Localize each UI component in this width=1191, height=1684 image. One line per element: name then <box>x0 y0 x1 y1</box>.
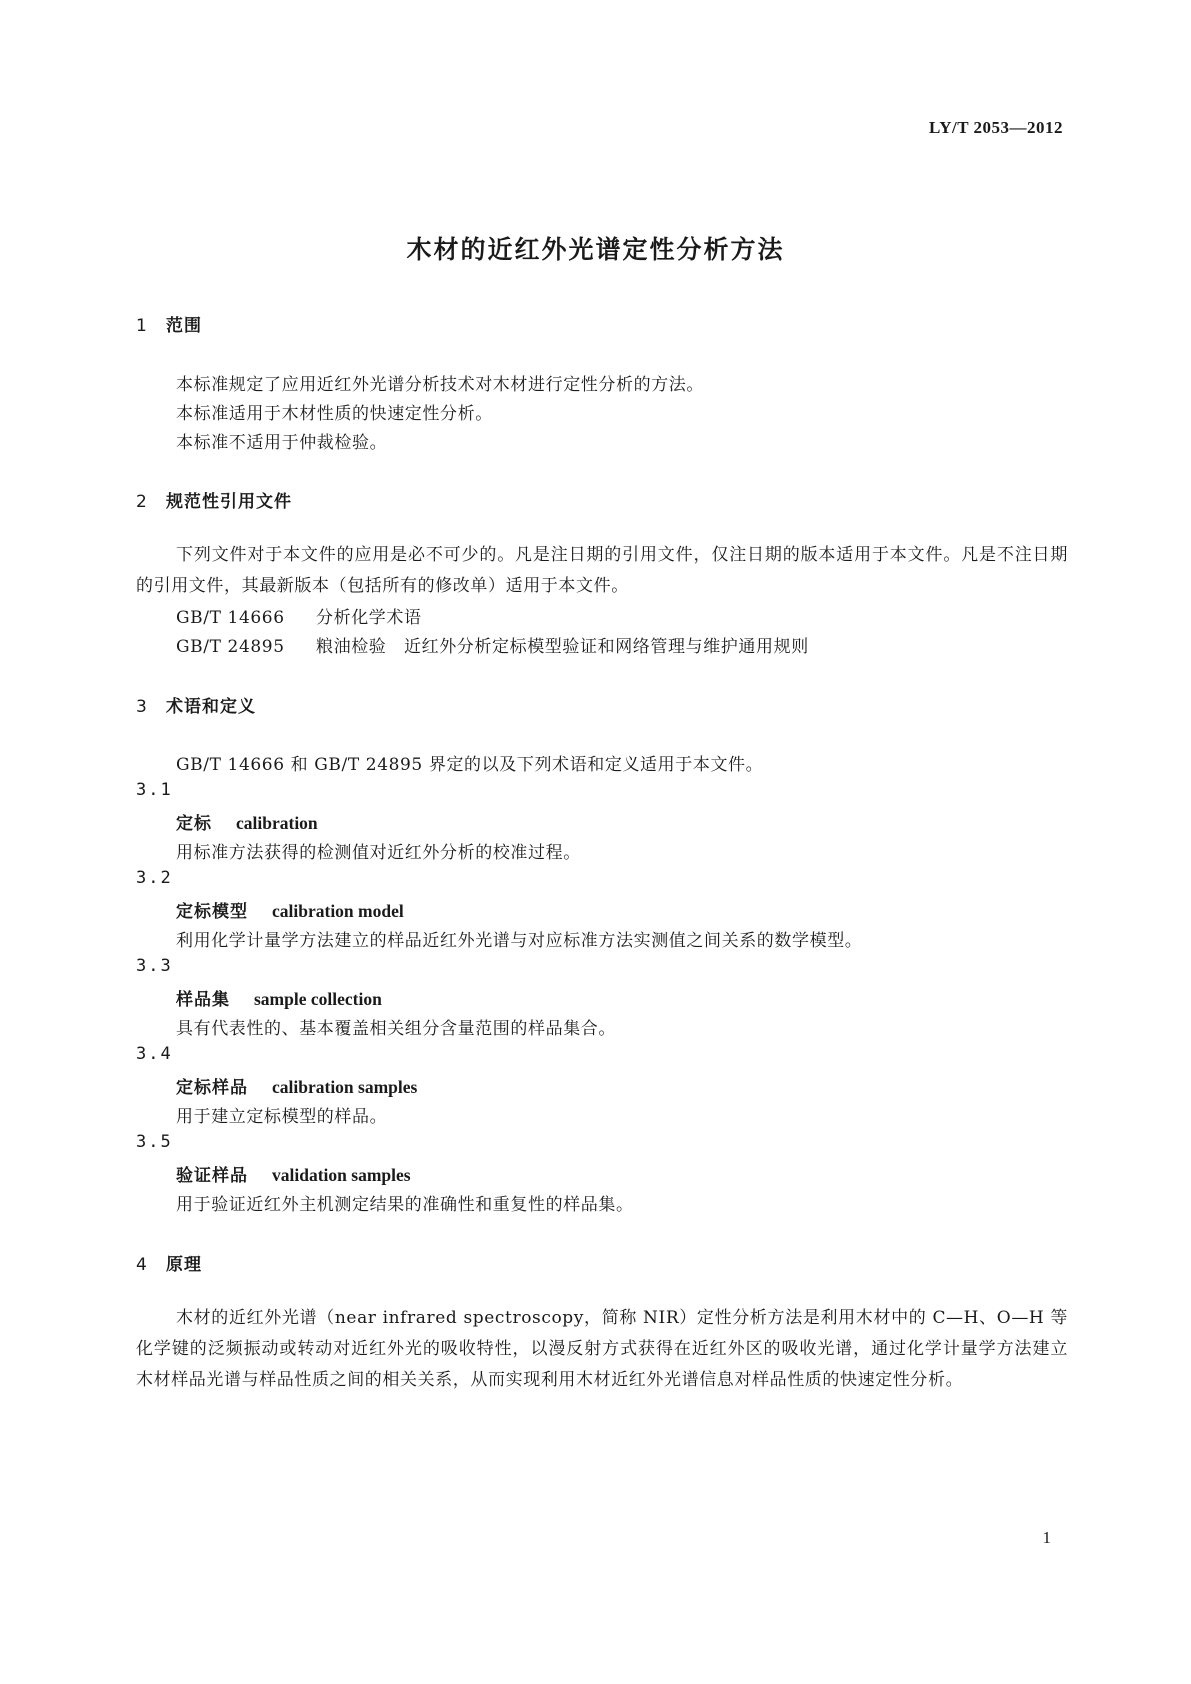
scope-line-3: 本标准不适用于仲裁检验。 <box>176 433 388 453</box>
reference-title: 粮油检验 近红外分析定标模型验证和网络管理与维护通用规则 <box>316 637 809 657</box>
reference-item <box>176 603 422 628</box>
term-chinese: 验证样品 <box>176 1166 248 1186</box>
term-definition: 具有代表性的、基本覆盖相关组分含量范围的样品集合。 <box>176 1019 616 1039</box>
term-definition: 用标准方法获得的检测值对近红外分析的校准过程。 <box>176 843 581 863</box>
term-number: 3.2 <box>136 868 173 888</box>
section-4-heading <box>136 1250 202 1275</box>
term-english: calibration <box>236 813 318 833</box>
reference-code: GB/T 24895 <box>176 637 285 657</box>
reference-code: GB/T 14666 <box>176 608 285 628</box>
term-entry <box>176 897 404 922</box>
section-number: 3 <box>136 697 148 717</box>
section-1-heading <box>136 311 202 336</box>
standard-code: LY/T 2053—2012 <box>928 118 1063 137</box>
term-definition: 用于验证近红外主机测定结果的准确性和重复性的样品集。 <box>176 1195 634 1215</box>
section-title: 规范性引用文件 <box>166 492 292 512</box>
term-entry <box>176 1073 417 1098</box>
term-english: validation samples <box>272 1165 411 1185</box>
term-chinese: 定标 <box>176 814 212 834</box>
term-entry <box>176 809 318 834</box>
term-number: 3.4 <box>136 1044 173 1064</box>
reference-item <box>176 632 809 657</box>
paragraph-text: 木材的近红外光谱（near infrared spectroscopy，简称 NIR）定性分析方法是利用木材中的 C—H、O—H 等化学键的泛频振动或转动对近红外光的吸收特性，以漫反射方式获得在近红外区的吸收光谱，通过化学计量学方法建立木材样品光谱与样品性质之间的相关关系，从而实现利用木材近红外光谱信息对样品性质的快速定性分析。 <box>136 1308 1068 1390</box>
term-entry <box>176 985 382 1010</box>
section-number: 1 <box>136 316 148 336</box>
term-english: sample collection <box>254 989 382 1009</box>
document-title: 木材的近红外光谱定性分析方法 <box>406 235 785 264</box>
term-definition: 用于建立定标模型的样品。 <box>176 1107 388 1127</box>
term-definition: 利用化学计量学方法建立的样品近红外光谱与对应标准方法实测值之间关系的数学模型。 <box>176 931 863 951</box>
term-chinese: 定标模型 <box>176 902 248 922</box>
section-title: 范围 <box>166 316 202 336</box>
term-number: 3.1 <box>136 780 173 800</box>
paragraph-text: 下列文件对于本文件的应用是必不可少的。凡是注日期的引用文件，仅注日期的版本适用于本文件。凡是不注日期的引用文件，其最新版本（包括所有的修改单）适用于本文件。 <box>136 545 1068 596</box>
term-chinese: 定标样品 <box>176 1078 248 1098</box>
term-english: calibration samples <box>272 1077 418 1097</box>
section-title: 原理 <box>166 1255 202 1275</box>
term-number: 3.5 <box>136 1132 173 1152</box>
section-number: 2 <box>136 492 148 512</box>
section-3-heading <box>136 692 256 717</box>
page-number: 1 <box>1042 1528 1051 1547</box>
principle-paragraph <box>136 1303 1068 1396</box>
reference-title: 分析化学术语 <box>316 608 422 628</box>
terms-intro: GB/T 14666 和 GB/T 24895 界定的以及下列术语和定义适用于本文件。 <box>176 755 764 775</box>
term-chinese: 样品集 <box>176 990 230 1010</box>
term-english: calibration model <box>272 901 404 921</box>
normative-references-intro <box>136 540 1068 602</box>
section-title: 术语和定义 <box>166 697 256 717</box>
term-number: 3.3 <box>136 956 173 976</box>
term-entry <box>176 1161 411 1186</box>
scope-line-1: 本标准规定了应用近红外光谱分析技术对木材进行定性分析的方法。 <box>176 375 704 395</box>
scope-line-2: 本标准适用于木材性质的快速定性分析。 <box>176 404 493 424</box>
section-2-heading <box>136 487 292 512</box>
section-number: 4 <box>136 1255 148 1275</box>
